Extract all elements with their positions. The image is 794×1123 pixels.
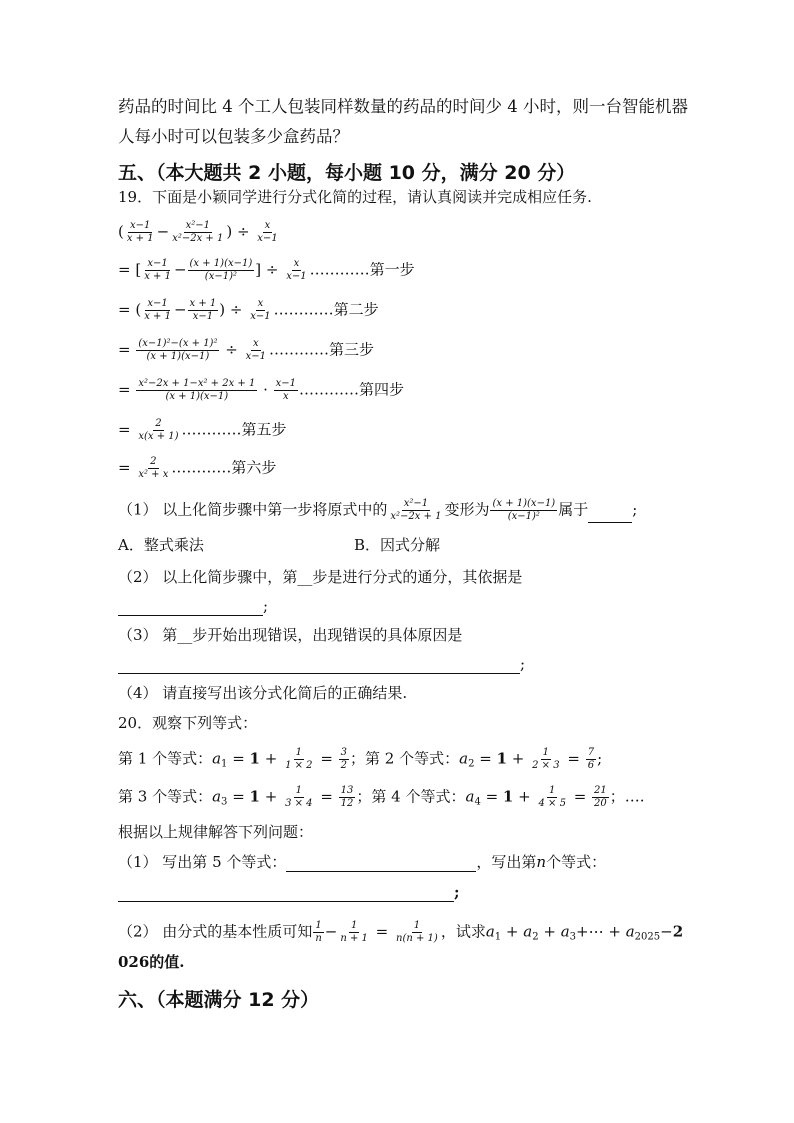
q20-sub2-continuation: 026的值. [118,953,185,971]
q19-sub1-semicolon: ; [632,500,638,519]
section-5-title: 五、（本大题共 2 小题，每小题 10 分，满分 20 分） [118,162,576,184]
q20-sub2-text-a: （2） 由分式的基本性质可知 [118,922,313,941]
step-5-label: …………第五步 [181,420,287,439]
q19-sub-1: （1） 以上化简步骤中第一步将原式中的 $\frac{\text{x²−1}}{\text{x²−2x + 1}}$ 变形为 $\frac{(x + 1)(x-1)}{\text{(x−1)²}}$ 属于 ; [118,498,638,522]
q19-sub-3: （3） 第__步开始出现错误，出现错误的具体原因是 [118,626,463,644]
q20-stem: 20．观察下列等式： [118,714,258,732]
step-4-label: …………第四步 [299,380,405,399]
q20-equations-1-2: 第 1 个等式：$a_1 = 1$ + $\frac{1}{1 \times 2}$ = $\frac{3}{2}$ ；第 2 个等式：$a_2 = 1$ + $\frac{1}{2 \times 3}$ = $\frac{7}{6}$ ; [118,747,603,771]
q20-sub1-blank-1[interactable] [286,855,476,872]
q20-sub1-blank-2[interactable] [118,885,454,902]
intro-line-2: 人每小时可以包装多少盒药品？ [118,127,349,146]
q20-rule: 根据以上规律解答下列问题： [118,823,314,841]
q19-step-1: = [ $\frac{x-1}{x + 1}$ − $\frac{(x + 1)(x-1)}{\text{(x−1)²}}$ ] ÷ $\frac{x}{x-1}$ …………第一步 [118,258,415,282]
eq3-label: 第 3 个等式： [118,787,213,806]
q19-step-5: = $\frac{2}{x(x + 1)}$ …………第五步 [118,418,287,442]
intro-line-1: 药品的时间比 4 个工人包装同样数量的药品的时间少 4 小时，则一台智能机器 [118,97,688,116]
q19-options [118,535,440,555]
step-6-label: …………第六步 [171,458,277,477]
q20-sub-1: （1） 写出第 5 个等式： ，写出第n个等式： [118,853,607,871]
step-3-label: …………第三步 [268,340,374,359]
q20-sub1-answer-line [118,882,460,902]
q20-equations-3-4: 第 3 个等式：$a_3 = 1$ + $\frac{1}{3 \times 4}$ = $\frac{13}{12}$ ；第 4 个等式：$a_4 = 1$ + $\frac{1}{4 \times 5}$ = $\frac{21}{20}$ ；…. [118,785,645,809]
q19-sub1-answer-blank[interactable] [588,506,632,523]
q19-sub2-semicolon: ; [263,597,269,615]
q19-sub-4: （4） 请直接写出该分式化简后的正确结果. [118,684,408,702]
q19-sub2-answer-blank[interactable] [118,599,263,616]
q19-step-6: = $\frac{2}{\text{x² + x}}$ …………第六步 [118,456,277,480]
q20-sub1-text-b: ，写出第 [476,853,537,871]
eq-ellipsis: ；…. [609,787,645,806]
q20-sub1-semicolon: ; [454,883,460,901]
section-6-title: 六、（本题满分 12 分） [118,989,320,1011]
q19-sub1-text-a: （1） 以上化简步骤中第一步将原式中的 [118,500,388,519]
step-2-label: …………第二步 [273,300,379,319]
eq1-label: 第 1 个等式： [118,749,213,768]
option-b[interactable]: B．因式分解 [354,536,441,554]
eq4-label: ；第 4 个等式： [356,787,466,806]
q19-sub3-answer-blank[interactable] [118,657,520,674]
q19-sub3-answer-line [118,654,525,674]
eq2-label: ；第 2 个等式： [350,749,460,768]
q19-step-3: = $\frac{\text{(x−1)²−(x + 1)²}}{(x + 1)(x-1)}$ ÷ $\frac{x}{x-1}$ …………第三步 [118,338,374,362]
q20-sub1-text-c: 个等式： [546,853,607,871]
q19-sub1-text-c: 属于 [558,500,589,519]
q19-sub1-text-b: 变形为 [444,500,490,519]
q19-step-4: = $\frac{\text{x²−2x + 1−x² + 2x + 1}}{(x + 1)(x-1)}$ · $\frac{x-1}{x}$ …………第四步 [118,378,405,402]
q19-step-2: = ( $\frac{x-1}{x + 1}$ − $\frac{x + 1}{x-1}$ ) ÷ $\frac{x}{x-1}$ …………第二步 [118,298,379,322]
q20-sub-2: （2） 由分式的基本性质可知 $\frac{1}{n}$ − $\frac{1}{n + 1}$ = $\frac{1}{n(n + 1)}$ ，试求$a_1 + a_2$ + $a_3+\cdots + a_{2025}-2$ [118,920,684,944]
q20-sub1-text-a: （1） 写出第 5 个等式： [118,853,287,871]
q19-sub-2: （2） 以上化简步骤中，第__步是进行分式的通分，其依据是 [118,568,523,586]
q19-sub2-answer-line [118,596,268,616]
option-a[interactable]: A．整式乘法 [118,536,204,554]
q19-stem: 19．下面是小颖同学进行分式化简的过程，请认真阅读并完成相应任务. [118,188,592,206]
q20-sub2-text-b: ，试求 [440,922,486,941]
q19-expression: ( $\frac{x-1}{x + 1}$ − $\frac{\text{x²−1}}{\text{x²−2x + 1}}$ ) ÷ $\frac{x}{x-1}$ [118,220,278,244]
q19-sub3-semicolon: ; [520,655,526,673]
step-1-label: …………第一步 [309,260,415,279]
